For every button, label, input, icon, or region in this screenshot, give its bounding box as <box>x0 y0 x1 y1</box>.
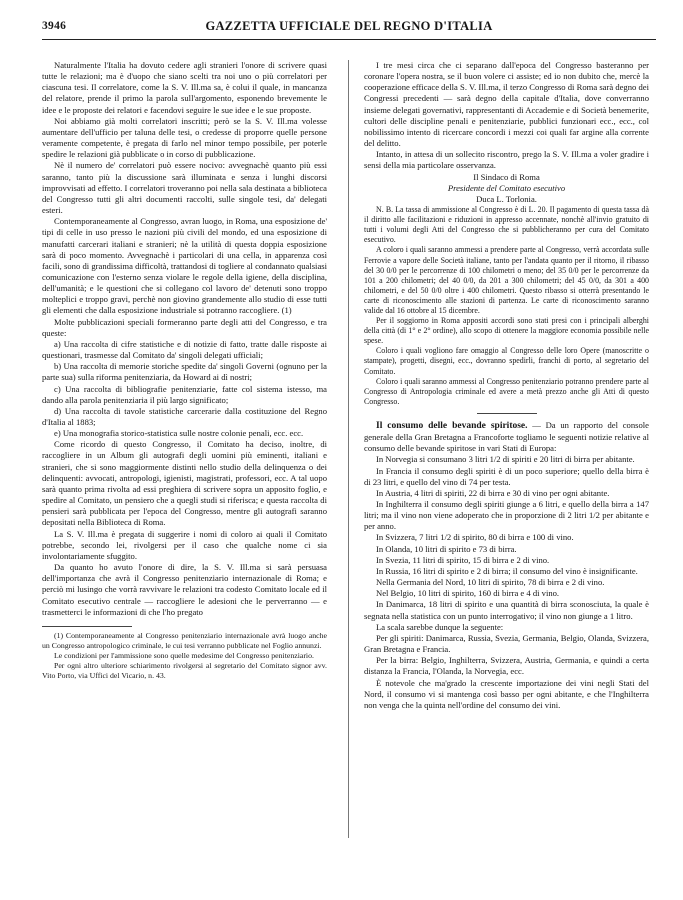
list-item: b) Una raccolta di memorie storiche spedite da' singoli Governi (ognuno per la parte sua) sulla riforma penitenziaria, da Howard ai dì nostri; <box>42 361 327 383</box>
list-item: d) Una raccolta di tavole statistiche carcerarie dalla costituzione del Regno d'Italia al 1883; <box>42 405 327 427</box>
signature-title: Presidente del Comitato esecutivo <box>447 182 566 193</box>
list-item: e) Una monografia storico-statistica sulle nostre colonie penali, ecc. ecc. <box>54 428 304 439</box>
paragraph: A coloro i quali saranno ammessi a prendere parte al Congresso, verrà accordata sulle Ferrovie a vapore delle Società italiane, tanto per l'andata quanto per il ritorno, il ribasso del 30 0/0 per le percorrenze di 100 chilometri o meno; del 35 0/0 per le percorrenze da 101 a 200 chilometri; del 40 0/0, da 201 a 300 chilometri; del 45 0/0, da 301 a 400 chilometri, e del 50 0/0 oltre i 400 chilometri. Questo ribasso si otterrà presentando le carte di riconoscimento alle stazioni di partenza. Le carte di riconoscimento saranno valide dal 16 ottobre al 15 dicembre. <box>364 245 649 315</box>
paragraph: Nel Belgio, 10 litri di spirito, 160 di birra e 4 di vino. <box>376 588 560 599</box>
paragraph: Contemporaneamente al Congresso, avran luogo, in Roma, una esposizione de' tipi di celle in uso presso le nazioni più civili del mondo, ed una esposizione di manufatti carcerari italiani e stranieri; nè la utilità di questa doppia esposizione sarà di poco momento. Avvegnachè i particolari di una cella, in apparenza così facili, sono di grandissima difficoltà, trattandosi di togliere al condannato qualsiasi comunicazione con l'esterno senza violare le regole della igiene, della disciplina, dell'umanità; e le questioni che si collegano col lavoro de' detenuti sono troppo molteplici e troppo gravi, perchè non giovino grandemente allo studio di esse tutti gli elementi che dalla esposizione industriale si potranno raccogliere. (1) <box>42 216 327 316</box>
paragraph: In Svizzera, 7 litri 1/2 di spirito, 80 di birra e 100 di vino. <box>376 532 574 543</box>
section-intro: Il consumo delle bevande spiritose. — Da un rapporto del console generale della Gran Bretagna a Francoforte togliamo le seguenti notizie relative al consumo delle bevande spiritose in vari Stati di Europa: <box>364 419 649 454</box>
right-column <box>364 60 649 711</box>
paragraph: In Olanda, 10 litri di spirito e 73 di birra. <box>376 543 517 554</box>
column-divider <box>348 60 349 838</box>
page-number: 3946 <box>42 20 67 32</box>
paragraph: È notevole che ma'grado la crescente importazione dei vini negli Stati del Nord, il consumo vi si mantenga così basso per ogni abitante, e che l'Inghilterra non venga che la quinta nell'ordine del consumo dei vini. <box>364 677 649 710</box>
paragraph: In Russia, 16 litri di spirito e 2 di birra; il consumo del vino è insignificante. <box>376 565 638 576</box>
paragraph: Come ricordo di questo Congresso, il Comitato ha deciso, inoltre, di raccogliere in un Album gli autografi degli uomini più eminenti, italiani e stranieri, che si sono maggiormente distinti nello studio della delinquenza o dei delinquenti: avvocati, antropologi, igienisti, magistrati, professori, ecc. A tal uopo sarà quanto prima rivolta ad essi preghiera di scrivere sopra un apposito foglio, e spedire al Comitato, un pensiero che a quegli studi si riferisca; e questa raccolta di pensieri sarà pubblicata per l'epoca del Congresso, mentre gli autografi saranno depositati nella Biblioteca di Roma. <box>42 439 327 528</box>
footnote: (1) Contemporaneamente al Congresso penitenziario internazionale avrà luogo anche un Congresso antropologico criminale, le cui tesi verranno pubblicate nel Foglio annunzi. <box>42 630 327 650</box>
paragraph: Per gli spiriti: Danimarca, Russia, Svezia, Germania, Belgio, Olanda, Svizzera, Gran Bretagna e Francia. <box>364 632 649 655</box>
paragraph: La S. V. Ill.ma è pregata di suggerire i nomi di coloro ai quali il Comitato potrebbe, secondo lei, rivolgersi per il caso che qualche nome ci sia involontariamente sfuggito. <box>42 528 327 561</box>
publication-title: GAZZETTA UFFICIALE DEL REGNO D'ITALIA <box>205 19 493 33</box>
paragraph: In Norvegia si consumano 3 litri 1/2 di spiriti e 20 litri di birra per abitante. <box>376 454 635 465</box>
paragraph: In Inghilterra il consumo degli spiriti giunge a 6 litri, e quello della birra a 147 litri; ma il vino non viene adoperato che in proporzione di 2 litri 1/2 per abitante e per anno. <box>364 499 649 532</box>
section-heading: Il consumo delle bevande spiritose. <box>376 420 528 431</box>
paragraph: Coloro i quali vogliono fare omaggio al Congresso delle loro Opere (manoscritte o stampate), progetti, disegni, ecc., dovranno spedirli, franchi di porto, al segretario del Comitato. <box>364 346 649 376</box>
footnotes <box>42 631 327 681</box>
page-header <box>42 18 656 38</box>
signature-name: Duca L. Torlonia. <box>476 193 537 204</box>
header-rule <box>42 39 656 40</box>
paragraph: I tre mesi circa che ci separano dall'epoca del Congresso basteranno per coronare l'opera nostra, se il buon volere ci assiste; ed io non dubito che, mercè la cooperazione efficace della S. V. Ill.ma, il terzo Congresso di Roma sarà degno dei Congressi precedenti — sarà degno della capitale d'Italia, dove converranno insieme delegati governativi, rappresentanti di Accademie e di Società benemerite, cultori delle discipline penali e penitenziarie, pubblici funzionari ecc., ecc., col nobilissimo intento di ricercare concordi i mezzi coi quali far argine alla corrente del delitto. <box>364 60 649 149</box>
paragraph: Intanto, in attesa di un sollecito riscontro, prego la S. V. Ill.ma a voler gradire i sensi della mia particolare osservanza. <box>364 149 649 171</box>
list-item: c) Una raccolta di bibliografie penitenziarie, fatte col sistema istesso, ma dando alla parola penitenziaria il più largo significato; <box>42 383 327 405</box>
paragraph: Molte pubblicazioni speciali formeranno parte degli atti del Congresso, e tra queste: <box>42 316 327 338</box>
paragraph: Per il soggiorno in Roma appositi accordi sono stati presi con i principali alberghi della città (di 1° e 2° ordine), allo scopo di ottenere la maggiore economia possibile nelle spese. <box>364 316 649 346</box>
paragraph: Nella Germania del Nord, 10 litri di spirito, 78 di birra e 2 di vino. <box>376 577 605 588</box>
footnote: Per ogni altro ulteriore schiarimento rivolgersi al segretario del Comitato signor avv. Vito Porto, via Uffici del Vicario, n. 43. <box>42 660 327 680</box>
footnote-rule <box>42 626 132 627</box>
paragraph: Coloro i quali saranno ammessi al Congresso penitenziario potranno prendere parte al Congresso di Antropologia criminale ed avere a metà prezzo anche gli Atti di questo Congresso. <box>364 376 649 406</box>
paragraph: In Svezia, 11 litri di spirito, 15 di birra e 2 di vino. <box>376 554 550 565</box>
paragraph: In Austria, 4 litri di spiriti, 22 di birra e 30 di vino per ogni abitante. <box>376 487 610 498</box>
gazette-page <box>42 18 656 710</box>
paragraph: N. B. La tassa di ammissione al Congresso è di L. 20. Il pagamento di questa tassa dà il diritto alle facilitazioni e riduzioni in appresso accennate, nonchè all'invio gratuito di tutti i volumi degli Atti del Congresso che si pubblicheranno per cura del Comitato esecutivo. <box>364 205 649 245</box>
paragraph: Nè il numero de' correlatori può essere nocivo: avvegnachè quanto più essi saranno, tanto più la discussione sarà illuminata e senza i lunghi discorsi improvvisati ad effetto. I correlatori troveranno poi nella sala destinata a biblioteca del Congresso tutti gli altri documenti raccolti, sulle singole tesi, da' delegati esteri. <box>42 160 327 216</box>
paragraph: In Francia il consumo degli spiriti è di un poco superiore; quello della birra è di 23 litri, e quello del vino di 74 per testa. <box>364 465 649 487</box>
left-column <box>42 60 327 681</box>
paragraph: La scala sarebbe dunque la seguente: <box>376 621 504 632</box>
paragraph: Noi abbiamo già molti correlatori inscritti; però se la S. V. Ill.ma volesse aumentare dell'ufficio per taluna delle tesi, o credesse di proporre quelle persone veramente competente, è pregata di farlo nel minor tempo possibile, per poterle spedire le relazioni già pubblicate o in corso di pubblicazione. <box>42 115 327 160</box>
paragraph: Da quanto ho avuto l'onore di dire, la S. V. Ill.ma si sarà persuasa dell'importanza che avrà il Congresso penitenziario internazionale di Roma; e perciò mi lusingo che vorrà ravvivare le relazioni tra codesto Comitato locale ed il Comitato esecutivo centrale — raccogliere le adesioni che le perverranno — e trasmetterci le informazioni di che l'ho pregato <box>42 562 327 617</box>
signature-line: Il Sindaco di Roma <box>473 171 540 182</box>
list-item: a) Una raccolta di cifre statistiche e di notizie di fatto, tratte dalle risposte ai questionari, trasmesse dal Comitato da' singoli delegati ufficiali; <box>42 338 327 361</box>
paragraph: Per la birra: Belgio, Inghilterra, Svizzera, Austria, Germania, e quindi a certa distanza la Francia, l'Olanda, la Norvegia, ecc. <box>364 655 649 677</box>
notice-block <box>364 205 649 407</box>
footnote: Le condizioni per l'ammissione sono quelle medesime del Congresso penitenziario. <box>54 650 314 660</box>
paragraph: In Danimarca, 18 litri di spirito e una quantità di birra sconosciuta, la quale è segnata nella statistica con un punto interrogativo; il vino non giunge a 1 litro. <box>364 599 649 621</box>
paragraph: Naturalmente l'Italia ha dovuto cedere agli stranieri l'onore di scrivere quasi tutte le relazioni; ma è d'uopo che siano scelti tra noi uno o più correlatori per ciascuna tesi. Il correlatore, come la S. V. Ill.ma sa, è colui il quale, in mancanza del relatore, prende il primo la parola sull'argomento, esponendo brevemente le idee e le proposte dei relatori e facendovi seguire le sue idee e le sue proposte. <box>42 60 327 115</box>
section-separator <box>477 413 537 414</box>
